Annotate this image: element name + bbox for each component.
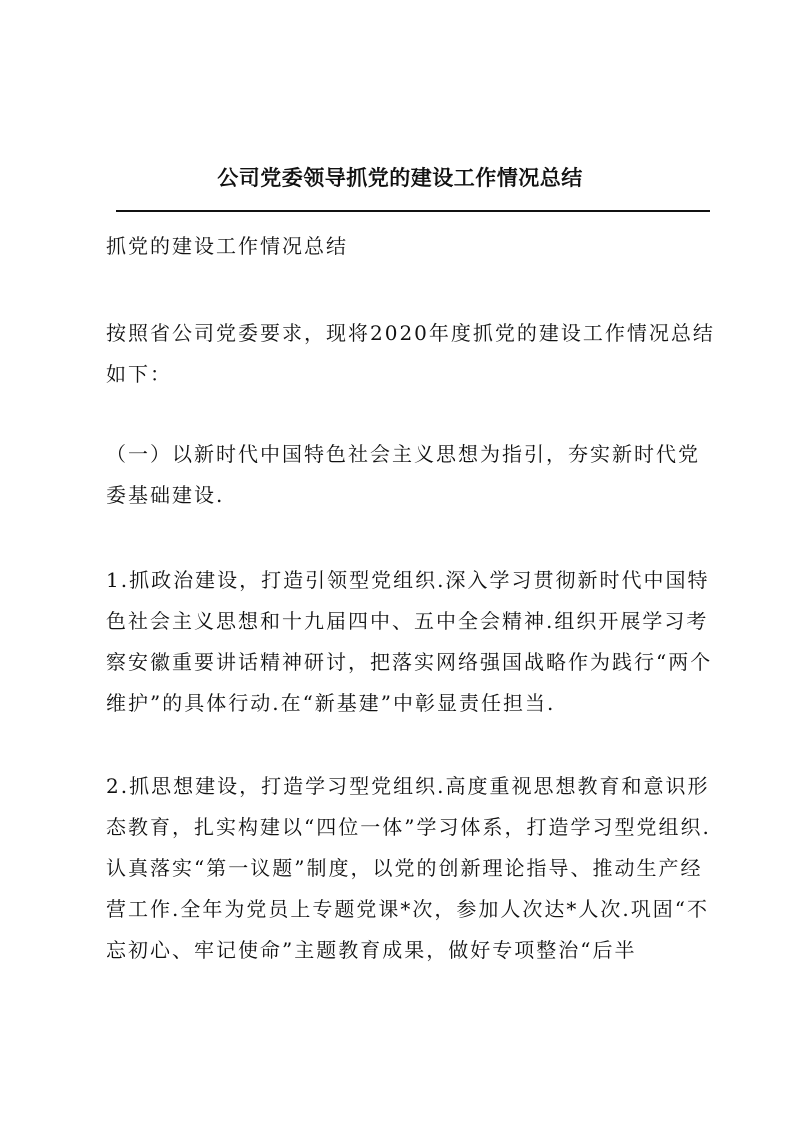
title-divider bbox=[116, 210, 710, 212]
paragraph-subtitle: 抓党的建设工作情况总结 bbox=[106, 234, 348, 258]
paragraph-item-2: 2.抓思想建设，打造学习型党组织.高度重视思想教育和意识形态教育，扎实构建以“四位一体”学习体系，打造学习型党组织.认真落实“第一议题”制度，以党的创新理论指导、推动生产经营工作.全年为党员上专题党课*次，参加人次达*人次.巩固“不忘初心、牢记使命”主题教育成果，做好专项整治“后半 bbox=[106, 774, 711, 962]
paragraph-section-heading: （一）以新时代中国特色社会主义思想为指引，夯实新时代党委基础建设. bbox=[106, 442, 700, 507]
document-title: 公司党委领导抓党的建设工作情况总结 bbox=[217, 166, 583, 190]
paragraph-intro: 按照省公司党委要求，现将2020年度抓党的建设工作情况总结如下： bbox=[106, 321, 715, 386]
paragraph-item-1: 1.抓政治建设，打造引领型党组织.深入学习贯彻新时代中国特色社会主义思想和十九届四中、五中全会精神.组织开展学习考察安徽重要讲话精神研讨，把落实网络强国战略作为践行“两个维护”的具体行动.在“新基建”中彰显责任担当. bbox=[106, 568, 713, 715]
